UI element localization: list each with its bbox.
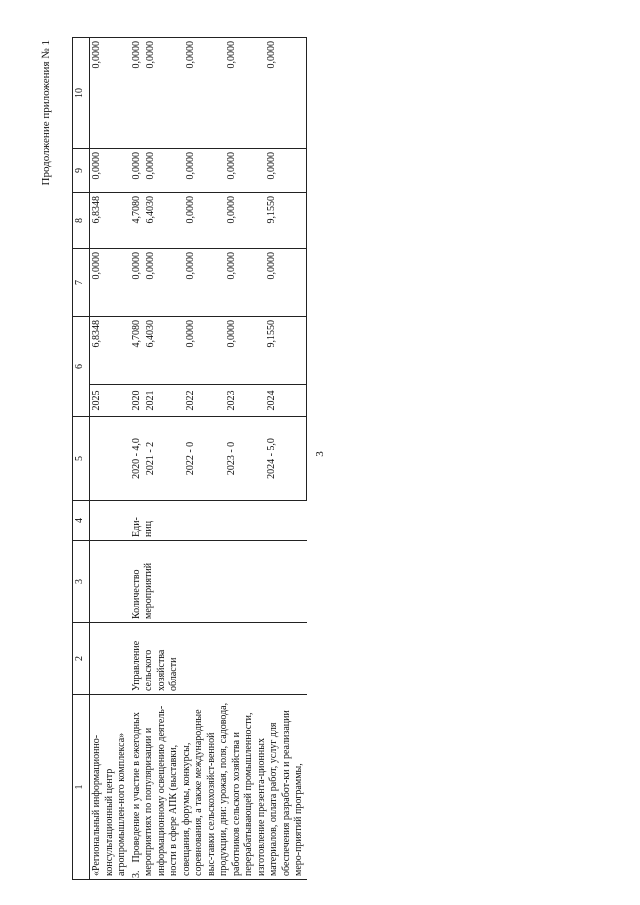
year-cell: 2021 [144, 385, 184, 417]
indicator-cell: Количество мероприятий [130, 541, 307, 623]
unit-cell: Еди-ниц [130, 501, 307, 541]
value-local: 0,0000 [225, 149, 265, 193]
value-other: 0,0000 [90, 38, 130, 149]
value-other: 0,0000 [184, 38, 224, 149]
value-total: 6,4030 [144, 317, 184, 385]
value-other: 0,0000 [265, 38, 307, 149]
activity-cell [130, 695, 307, 880]
value-regional: 0,0000 [184, 193, 224, 249]
value-local: 0,0000 [144, 149, 184, 193]
header-col-3: 3 [73, 541, 90, 623]
rotated-table [72, 38, 584, 880]
header-row [73, 38, 90, 880]
header-col-2: 2 [73, 623, 90, 695]
value-federal: 0,0000 [184, 249, 224, 317]
year-cell: 2024 [265, 385, 307, 417]
value-local: 0,0000 [90, 149, 130, 193]
value-federal: 0,0000 [90, 249, 130, 317]
value-total: 0,0000 [184, 317, 224, 385]
value-total: 4,7080 [130, 317, 145, 385]
value-regional: 4,7080 [130, 193, 145, 249]
header-col-5: 5 [73, 417, 90, 501]
value-regional: 0,0000 [225, 193, 265, 249]
value-regional: 9,1550 [265, 193, 307, 249]
value-total: 9,1550 [265, 317, 307, 385]
page-number: 3 [314, 451, 326, 457]
header-col-10: 10 [73, 38, 90, 149]
year-cell: 2020 [130, 385, 145, 417]
activity-number: 3. [130, 870, 142, 878]
value-local: 0,0000 [184, 149, 224, 193]
budget-table [72, 37, 307, 880]
value-federal: 0,0000 [265, 249, 307, 317]
header-col-6: 6 [73, 317, 90, 417]
target-cell: 2024 - 5,0 [265, 417, 307, 501]
value-other: 0,0000 [130, 38, 145, 149]
value-regional: 6,8348 [90, 193, 130, 249]
table-row [90, 38, 130, 880]
executor-cell: Управление сельского хозяйства области [130, 623, 307, 695]
target-cell: 2023 - 0 [225, 417, 265, 501]
value-local: 0,0000 [130, 149, 145, 193]
header-col-1: 1 [73, 695, 90, 880]
year-cell: 2025 [90, 385, 130, 417]
value-federal: 0,0000 [225, 249, 265, 317]
value-local: 0,0000 [265, 149, 307, 193]
year-cell: 2023 [225, 385, 265, 417]
activity-description: Проведение и участие в ежегодных мероприятиях по популяризации и информационному освещению деятель-ности в сфере АПК (выставки, совещания, форумы, конкурсы, соревнования, а также международные выс-тавки сельскохозяйст-венной продукции, дни: урожая, поля, садовода, работников сельского хозяйства и перерабатывающей промышленности, изготовление презента-ционных материалов, оплата работ, услуг для обеспечения разработ-ки и реализации меро-приятий программы, [130, 702, 304, 876]
value-other: 0,0000 [225, 38, 265, 149]
header-col-8: 8 [73, 193, 90, 249]
header-col-4: 4 [73, 501, 90, 541]
value-federal: 0,0000 [144, 249, 184, 317]
value-total: 6,8348 [90, 317, 130, 385]
target-cell: 2021 - 2 [144, 417, 184, 501]
prev-organization-name: «Региональный информационно-консультационный центр агропромышлен-ного комплекса» [90, 695, 130, 880]
value-federal: 0,0000 [130, 249, 145, 317]
header-col-7: 7 [73, 249, 90, 317]
value-total: 0,0000 [225, 317, 265, 385]
table-row [130, 38, 145, 880]
target-cell: 2022 - 0 [184, 417, 224, 501]
value-other: 0,0000 [144, 38, 184, 149]
header-col-9: 9 [73, 149, 90, 193]
target-cell: 2020 - 4,0 [130, 417, 145, 501]
value-regional: 6,4030 [144, 193, 184, 249]
year-cell: 2022 [184, 385, 224, 417]
